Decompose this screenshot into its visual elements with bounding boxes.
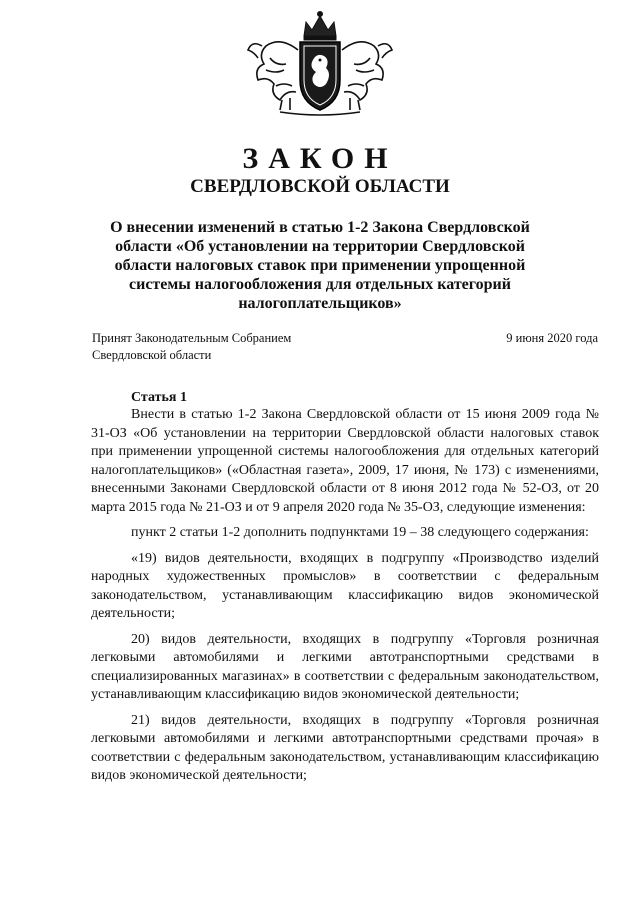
article-title: Статья 1: [131, 390, 187, 405]
adoption-date: 9 июня 2020 года: [506, 331, 598, 345]
adoption-note: [92, 330, 291, 364]
adoption-line-1: Принят Законодательным Собранием: [92, 331, 292, 345]
paragraph: 21) видов деятельности, входящих в подгруппу «Торговля розничная легковыми автомобилями и легкими автотранспортными средствами прочая» в соответствии с федеральным законодательством, устанавливающим классификацию видов экономической деятельности;: [91, 712, 599, 783]
paragraph: 20) видов деятельности, входящих в подгруппу «Торговля розничная легковыми автомобилями и легкими автотранспортными средствами в специализированных магазинах» в соответствии с федеральным законодательством, устанавливающим классификацию видов экономической деятельности;: [91, 631, 599, 702]
paragraph: «19) видов деятельности, входящих в подгруппу «Производство изделий народных художественных промыслов» в соответствии с федеральным законодательством, устанавливающим классификацию видов экономической деятельности;: [91, 550, 599, 621]
paragraph: пункт 2 статьи 1-2 дополнить подпунктами 19 – 38 следующего содержания:: [131, 525, 589, 540]
document-title: ЗАКОН: [242, 142, 398, 175]
article-body: [91, 406, 599, 793]
adoption-line-2: Свердловской области: [92, 348, 212, 362]
document-subtitle: СВЕРДЛОВСКОЙ ОБЛАСТИ: [190, 176, 450, 197]
paragraph: Внести в статью 1-2 Закона Свердловской области от 15 июня 2009 года № 31-ОЗ «Об установлении на территории Свердловской области налоговых ставок при применении упрощенной системы налогообложения для отдельных категорий налогоплательщиков» («Областная газета», 2009, 17 июня, № 173) с изменениями, внесенными Законами Свердловской области от 8 июня 2012 года № 52-ОЗ, от 20 марта 2015 года № 21-ОЗ и от 9 апреля 2020 года № 35-ОЗ, следующие изменения:: [91, 407, 599, 515]
law-heading: О внесении изменений в статью 1-2 Закона Свердловской области «Об установлении на территории Свердловской области налоговых ставок при применении упрощенной системы налогообложения для отдельных категорий налогоплательщиков»: [110, 219, 530, 312]
coat-of-arms-emblem: [240, 6, 400, 118]
